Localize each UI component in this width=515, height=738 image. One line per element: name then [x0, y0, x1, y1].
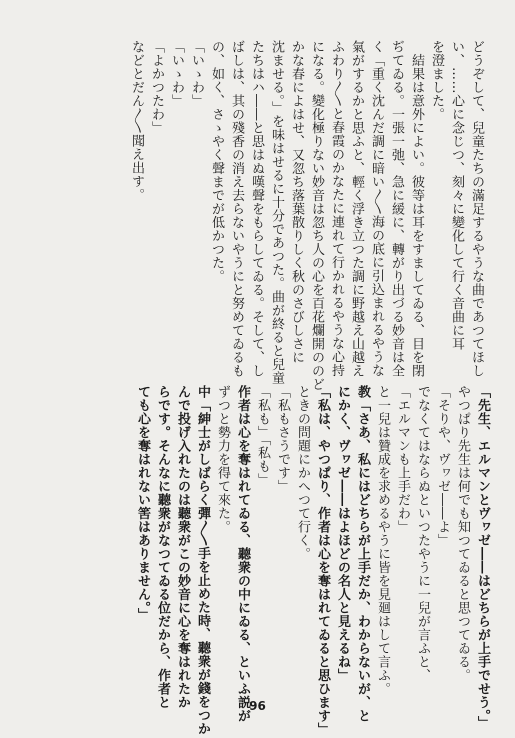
text-line: 氣がするかと思ふと、輕く浮き立つた調に野越え山越え [349, 40, 364, 378]
text-line: んで投げ入れたのは聽衆がこの妙音に心を奪はれたか [175, 385, 190, 709]
text-line: 教「さあ、私にはどちらが上手だか、わからないが、と [355, 385, 370, 723]
text-line: い、……心に念じつ、刻々に變化して行く音曲に耳 [449, 40, 464, 351]
text-line: でなくてはならぬといつたやうに一兒が言ふと、 [415, 385, 430, 682]
text-line: になる。變化極りない妙音は忽ち人の心を百花爛開ののど [309, 40, 324, 391]
text-line: にかく、ヴヮゼ――はよほどの名人と見えるね」 [335, 385, 350, 682]
text-line: ふわり〳〵と春霞のかなたに連れて行かれるやうな心持 [329, 40, 344, 377]
text-line: どうぞして、兒童たちの滿足するやうな曲であつてほし [469, 40, 484, 378]
text-line: ても心を奪はれない筈はありません。」 [135, 385, 150, 622]
text-line: たちはハ――と思はぬ嘆聲をもらしてゐる。そして、し [249, 40, 264, 378]
text-line: などとだん〳〵聞え出す。 [129, 40, 144, 202]
text-line: 「私もさうです」 [275, 385, 290, 493]
text-line: 「そりや、ヴヮゼ――よ」 [435, 385, 450, 547]
text-line: 「私も」「私も」 [255, 385, 270, 487]
text-line: やつぱり先生は何でも知つてゐると思つてゐる。 [455, 385, 470, 682]
text-line: 結果は意外によい。彼等は耳をすましてゐる、目を閉 [409, 40, 424, 378]
text-line: 「私は、やつぱり、作者は心を奪はれてゐると思ひます」 [315, 385, 330, 736]
text-line: 「先生、エルマンとヴヮゼ――はどちらが上手でせう。」 [475, 385, 490, 730]
text-line: らです。そんなに聽衆がなつてゐる位だから、作者と [155, 385, 170, 709]
upper-text-block [34, 40, 486, 391]
text-line: ずつと勢力を得て來た。 [215, 385, 230, 534]
text-line: の、如く、さゝやく聲までが低かつた。 [209, 40, 224, 283]
text-line: 「よかつたわ」 [149, 40, 164, 135]
text-line: ばしは、其の殘香の消え去らないやうにと努めてゐるも [229, 40, 244, 378]
text-line: 「いゝわ」 [189, 40, 204, 108]
text-line: と一兒は贊成を求めるやうに皆を見廻はして言ふ。 [375, 385, 390, 696]
text-line: く「重く沈んだ調に暗い〳〵海の底に引込まれるやうな [369, 40, 384, 377]
text-line: かな春によはせ、又忽ち落葉散りしく秋のさびしさに [289, 40, 304, 364]
text-line: を澄ました。 [429, 40, 444, 121]
text-line: 中「紳士がしばらく彈〳〵手を止めた時、聽衆が錢をつか [195, 385, 210, 736]
text-line: 「いゝわ」 [169, 40, 184, 108]
page-number: 96 [249, 699, 266, 713]
text-line: 沈ませる。」を味はせるに十分であつた。曲が終ると兒童 [269, 40, 284, 385]
text-line: ぢてゐる。一張一弛、急に緩に、轉がり出づる妙音は全 [389, 40, 404, 378]
text-line: 作者は心を奪はれてゐる、聽衆の中にゐる、といふ説が [235, 385, 250, 723]
text-line: 「エルマンも上手だわ」 [395, 385, 410, 534]
text-line: ときの問題にかへつて行く。 [295, 385, 310, 561]
